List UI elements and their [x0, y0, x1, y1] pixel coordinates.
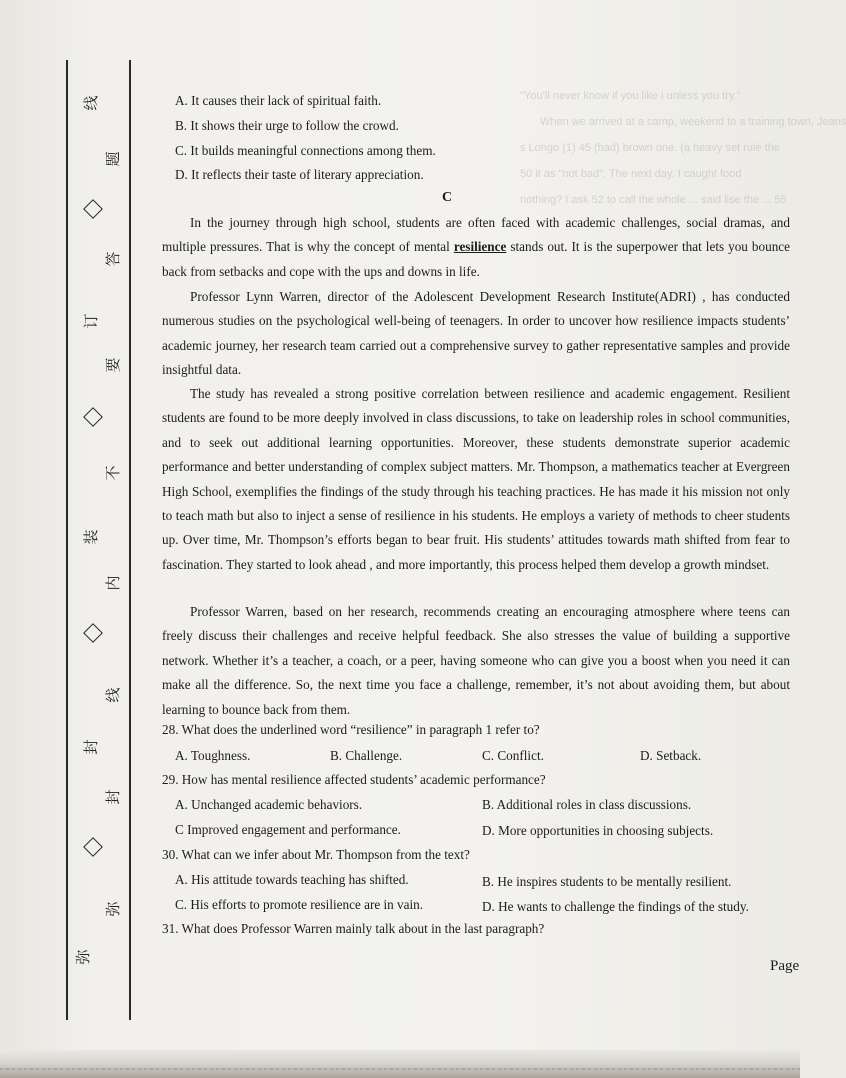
- paper-edge: [0, 1068, 800, 1070]
- question-stem: 31. What does Professor Warren mainly talk about in the last paragraph?: [162, 921, 545, 936]
- binding-rule-inner: [129, 60, 131, 1020]
- question-option: D. More opportunities in choosing subjects.: [482, 823, 714, 838]
- binding-char: 答: [104, 251, 122, 267]
- passage-paragraph-4: [162, 600, 790, 722]
- binding-char: 装: [82, 529, 100, 545]
- binding-char: 内: [104, 575, 122, 591]
- prev-option-d: D. It reflects their taste of literary appreciation.: [175, 167, 424, 182]
- binding-char: 弥: [74, 949, 92, 965]
- binding-rule-outer: [66, 60, 68, 1020]
- diamond-icon: [83, 407, 103, 427]
- binding-char: 弥: [104, 901, 122, 917]
- bleed-through-text: When we arrived at a camp, weekend to a training town, Jeans: [540, 116, 846, 128]
- question-option: A. Unchanged academic behaviors.: [175, 797, 363, 812]
- binding-char: 封: [82, 739, 100, 755]
- passage-text: Professor Warren, based on her research, recommends creating an encouraging atmosphere where teens can freely discuss their challenges and receive helpful feedback. She also stresses the value of building a supportive network. Whether it’s a teacher, a coach, or a peer, having someone who can give you a boost when you need it can make all the difference. So, the next time you face a challenge, remember, it’s not about avoiding them, but about learning to bounce back from them.: [162, 604, 790, 717]
- question-option: C. His efforts to promote resilience are in vain.: [175, 897, 424, 912]
- question-stem: 30. What can we infer about Mr. Thompson from the text?: [162, 847, 470, 862]
- question-option: D. Setback.: [640, 748, 702, 763]
- passage-text: Professor Lynn Warren, director of the Adolescent Development Research Institute(ADRI) , has conducted numerous studies on the psychological well-being of teenagers. In order to uncover how resilience impacts students’ academic journey, her research team carried out a comprehensive survey to gather representative samples and provide insightful data.: [162, 289, 790, 378]
- prev-option-c: C. It builds meaningful connections among them.: [175, 143, 436, 158]
- binding-char: 订: [82, 313, 100, 329]
- bleed-through-text: nothing? I ask 52 to call the whole ... said lise the ... 55: [520, 194, 787, 206]
- passage-paragraph-3: [162, 382, 790, 577]
- binding-char: 题: [104, 151, 122, 167]
- binding-char: 封: [104, 789, 122, 805]
- question-option: C. Conflict.: [482, 748, 544, 763]
- passage-paragraph-2: [162, 285, 790, 383]
- page-label: Page: [770, 958, 800, 974]
- question-option: C Improved engagement and performance.: [175, 822, 401, 837]
- question-option: D. He wants to challenge the findings of the study.: [482, 899, 749, 914]
- diamond-icon: [83, 623, 103, 643]
- prev-option-a: A. It causes their lack of spiritual faith.: [175, 93, 382, 108]
- prev-option-b: B. It shows their urge to follow the crowd.: [175, 118, 399, 133]
- diamond-icon: [83, 837, 103, 857]
- bleed-through-text: 50 it as "not bad". The next day, I caught food: [520, 168, 742, 180]
- binding-char: 线: [82, 95, 100, 111]
- question-option: B. He inspires students to be mentally resilient.: [482, 874, 732, 889]
- diamond-icon: [83, 199, 103, 219]
- binding-margin: [0, 0, 140, 1050]
- question-option: A. Toughness.: [175, 748, 251, 763]
- binding-char: 不: [104, 465, 122, 481]
- page-bottom-edge: [0, 1050, 800, 1078]
- passage-text: In the journey through high school, students are often faced with academic challenges, social dramas, and multiple pressures. That is why the concept of mental: [162, 215, 790, 255]
- passage-paragraph-1: [162, 211, 790, 284]
- passage-text: The study has revealed a strong positive correlation between resilience and academic engagement. Resilient students are found to be more deeply involved in class discussions, to take on leadership roles in school communities, and to seek out additional learning opportunities. Moreover, these students demonstrate superior academic performance and better understanding of complex subject matters. Mr. Thompson, a mathematics teacher at Evergreen High School, exemplifies the findings of the study through his teaching practices. He has made it his mission not only to teach math but also to inject a sense of resilience in his students. He employs a variety of methods to cheer students up. Over time, Mr. Thompson’s efforts began to bear fruit. His students’ attitudes towards math shifted from fear to fascination. They started to look ahead , and more importantly, this process helped them develop a growth mindset.: [162, 386, 790, 572]
- binding-char: 要: [104, 357, 122, 373]
- question-stem: 29. How has mental resilience affected students’ academic performance?: [162, 772, 546, 787]
- bleed-through-text: s Longo (1) 45 (bad) brown one. (a heavy set rule the: [520, 142, 780, 154]
- section-letter: C: [442, 190, 453, 205]
- question-option: B. Additional roles in class discussions.: [482, 797, 692, 812]
- question-option: B. Challenge.: [330, 748, 403, 763]
- question-stem: 28. What does the underlined word “resilience” in paragraph 1 refer to?: [162, 722, 540, 737]
- binding-char: 线: [104, 687, 122, 703]
- question-option: A. His attitude towards teaching has shifted.: [175, 872, 409, 887]
- underlined-keyword: resilience: [453, 239, 507, 255]
- passage-text: stands out. It is the superpower that lets you bounce back from setbacks and cope with the ups and downs in life.: [162, 239, 790, 279]
- bleed-through-text: "You’ll never know if you like i unless you try.": [520, 90, 741, 102]
